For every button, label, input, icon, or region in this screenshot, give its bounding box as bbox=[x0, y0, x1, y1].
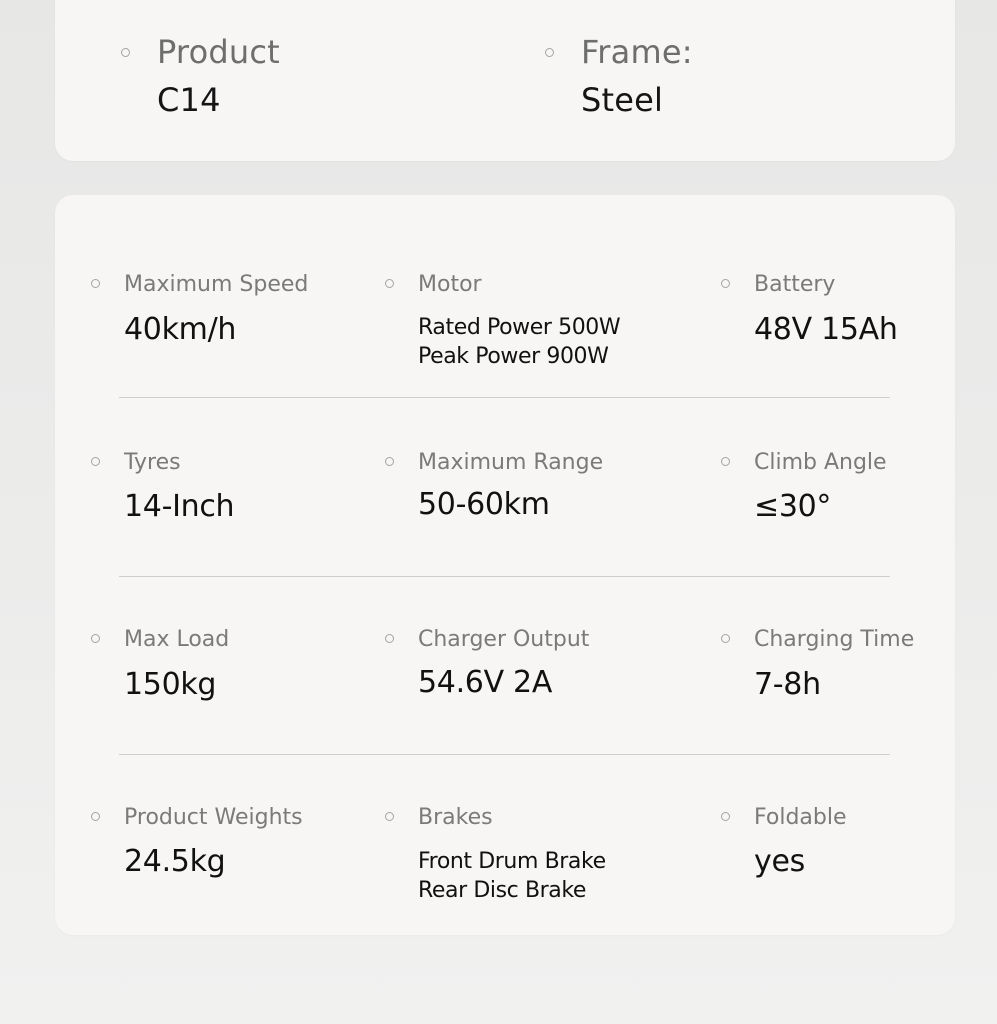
bullet-icon bbox=[91, 812, 100, 821]
tyres-value: 14-Inch bbox=[124, 489, 235, 524]
bullet-icon bbox=[121, 48, 130, 57]
battery-label: Battery bbox=[754, 272, 836, 297]
foldable-value: yes bbox=[754, 844, 805, 879]
product-summary-card bbox=[55, 0, 955, 161]
brakes-front: Front Drum Brake bbox=[418, 849, 606, 874]
bullet-icon bbox=[721, 279, 730, 288]
specifications-card bbox=[55, 195, 955, 935]
motor-rated-power: Rated Power 500W bbox=[418, 315, 621, 340]
motor-peak-power: Peak Power 900W bbox=[418, 344, 609, 369]
bullet-icon bbox=[385, 279, 394, 288]
bullet-icon bbox=[385, 812, 394, 821]
max-range-label: Maximum Range bbox=[418, 450, 604, 475]
bullet-icon bbox=[385, 457, 394, 466]
motor-label: Motor bbox=[418, 272, 482, 297]
product-value: C14 bbox=[157, 81, 221, 119]
brakes-rear: Rear Disc Brake bbox=[418, 878, 587, 903]
foldable-label: Foldable bbox=[754, 805, 847, 830]
product-weights-value: 24.5kg bbox=[124, 844, 226, 879]
bullet-icon bbox=[91, 634, 100, 643]
product-label: Product bbox=[157, 33, 280, 71]
max-speed-value: 40km/h bbox=[124, 312, 237, 347]
charging-time-label: Charging Time bbox=[754, 627, 915, 652]
max-load-label: Max Load bbox=[124, 627, 230, 652]
max-load-value: 150kg bbox=[124, 667, 217, 702]
tyres-label: Tyres bbox=[124, 450, 181, 475]
brakes-label: Brakes bbox=[418, 805, 493, 830]
bullet-icon bbox=[721, 812, 730, 821]
max-speed-label: Maximum Speed bbox=[124, 272, 309, 297]
charging-time-value: 7-8h bbox=[754, 667, 821, 702]
row-divider bbox=[119, 397, 890, 398]
frame-label: Frame: bbox=[581, 33, 693, 71]
bullet-icon bbox=[91, 457, 100, 466]
row-divider bbox=[119, 576, 890, 577]
bullet-icon bbox=[545, 48, 554, 57]
climb-angle-label: Climb Angle bbox=[754, 450, 887, 475]
charger-output-label: Charger Output bbox=[418, 627, 590, 652]
max-range-value: 50-60km bbox=[418, 487, 550, 522]
row-divider bbox=[119, 754, 890, 755]
product-weights-label: Product Weights bbox=[124, 805, 303, 830]
bullet-icon bbox=[91, 279, 100, 288]
charger-output-value: 54.6V 2A bbox=[418, 665, 553, 700]
bullet-icon bbox=[385, 634, 394, 643]
bullet-icon bbox=[721, 634, 730, 643]
frame-value: Steel bbox=[581, 81, 664, 119]
climb-angle-value: ≤30° bbox=[754, 489, 832, 524]
battery-value: 48V 15Ah bbox=[754, 312, 898, 347]
bullet-icon bbox=[721, 457, 730, 466]
